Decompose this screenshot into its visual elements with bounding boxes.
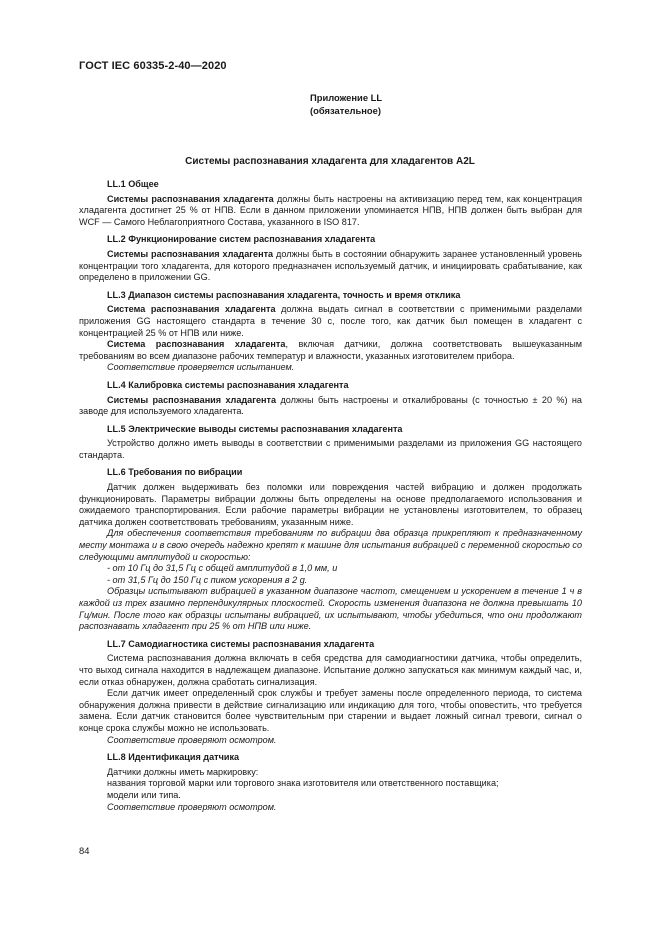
list-item: названия торговой марки или торгового знака изготовителя или ответственного поставщика; [107, 778, 499, 789]
section-heading-ll6: LL.6 Требования по вибрации [107, 467, 243, 478]
paragraph-text: должны быть в состоянии обнаружить заранее установленный уровень концентрации того хладагента, для которого предназначен используемый датчик, и инициировать срабатывание, как определено в приложении GG. [79, 248, 582, 283]
paragraph: Датчики должны иметь маркировку: [107, 766, 259, 777]
section-heading-ll7: LL.7 Самодиагностика системы распознавания хладагента [107, 638, 375, 649]
paragraph-text: должна выдать сигнал в соответствии с применимыми разделами приложения GG настоящего стандарта в течение 30 с, после того, как датчик был помещен в хладагент с концентрацией 25 % от НПВ или ниже. [79, 304, 583, 338]
annex-heading: Системы распознавания хладагента для хладагентов A2L [185, 156, 475, 167]
term-bold: Системы распознавания хладагента [107, 394, 277, 405]
paragraph: Система распознавания должна включать в себя средства для самодиагностики датчика, чтобы определить, что выход сигнала находится в надлежащем диапазоне. Испытание должно запускаться как минимум каждый час, и, если отказ обнаружен, должна сработать сигнализация. [79, 653, 582, 687]
section-heading-ll8: LL.8 Идентификация датчика [107, 752, 240, 763]
compliance-note: Соответствие проверяется испытанием. [107, 362, 295, 373]
section-heading-ll1: LL.1 Общее [107, 179, 159, 189]
list-item: - от 10 Гц до 31,5 Гц с общей амплитудой в 1,0 мм, и [107, 563, 338, 574]
annex-label [310, 91, 382, 117]
paragraph: Если датчик имеет определенный срок службы и требует замены после определенного периода, то система обнаружения должна привести в действие сигнализацию или индикацию для того, чтобы оповестить, что требуется замена. Если датчик становится более чувствительным при старении и выдает ложный сигнал тревоги, сигнал о конце срока службы можно не использовать. [79, 688, 582, 733]
paragraph [79, 304, 582, 339]
section-heading-ll4: LL.4 Калибровка системы распознавания хладагента [107, 379, 349, 390]
paragraph: Датчик должен выдерживать без поломки или повреждения частей вибрацию и должен продолжать функционировать. Параметры вибрации должны быть определены на основе предполагаемого использования и ожидаемого транспортирования. Если рабочие параметры вибрации не установлены изготовителем, то образец датчика должен соответствовать требованиям, указанным ниже. [79, 482, 582, 527]
paragraph-text: , включая датчики, должна соответствовать вышеуказанным требованиям во всем диапазоне рабочих температур и влажности, указанных изготовителем прибора. [79, 339, 583, 361]
section-heading-ll3: LL.3 Диапазон системы распознавания хладагента, точность и время отклика [107, 289, 461, 300]
compliance-note: Соответствие проверяют осмотром. [107, 734, 277, 745]
paragraph [79, 395, 582, 418]
paragraph: Устройство должно иметь выводы в соответствии с применимыми разделами из приложения GG настоящего стандарта. [79, 438, 582, 460]
section-heading-ll2: LL.2 Функционирование систем распознавания хладагента [107, 234, 376, 245]
list-item: - от 31,5 Гц до 150 Гц с пиком ускорения в 2 g. [107, 574, 308, 585]
paragraph [79, 339, 582, 362]
paragraph [79, 194, 582, 229]
term-bold: Системы распознавания хладагента [107, 248, 274, 259]
document-body [79, 179, 582, 813]
list-item: модели или типа. [107, 789, 181, 800]
paragraph [79, 249, 582, 284]
term-bold: Системы распознавания хладагента [107, 193, 274, 204]
test-procedure: Образцы испытывают вибрацией в указанном диапазоне частот, смещением и ускорением в течение 1 ч в каждой из трех взаимно перпендикулярных плоскостей. Скорость изменения диапазона не должна превышать 10 Гц/мин. После того как образцы испытаны вибрацией, их испытывают, чтобы убедиться, что они продолжают распознавать хладагент при 25 % от НПВ или ниже. [79, 586, 582, 632]
test-procedure: Для обеспечения соответствия требованиям по вибрации два образца прикрепляют к предназначенному месту монтажа и в свою очередь надежно крепят к машине для испытания вибрацией с переменной скоростью со следующими амплитудой и скоростью: [79, 528, 582, 562]
term-bold: Система распознавания хладагента [107, 339, 286, 350]
annex-status: (обязательное) [310, 105, 381, 116]
section-heading-ll5: LL.5 Электрические выводы системы распознавания хладагента [107, 423, 403, 434]
standard-header: ГОСТ IEC 60335-2-40—2020 [79, 60, 227, 72]
page-number: 84 [79, 845, 90, 856]
compliance-note: Соответствие проверяют осмотром. [107, 801, 277, 812]
term-bold: Система распознавания хладагента [107, 304, 276, 315]
annex-title: Приложение LL [310, 92, 383, 103]
paragraph-text: должны быть настроены и откалиброваны (с точностью ± 20 %) на заводе для используемого хладагента. [79, 394, 582, 417]
paragraph-text: должны быть настроены на активизацию перед тем, как концентрация хладагента достигнет 25 % от НПВ. Если в данном приложении упоминается НПВ, НПВ должен быть выбран для WCF — Самого Неблагоприятного Состава, указанного в ISO 817. [79, 193, 582, 227]
